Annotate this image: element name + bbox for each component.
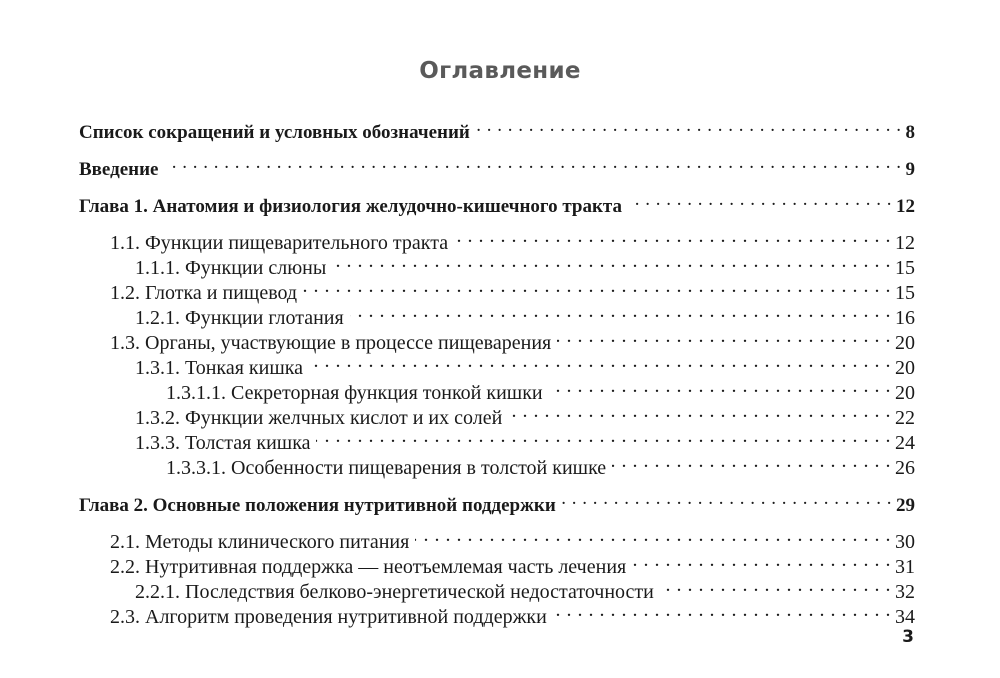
dot-leader [415, 523, 891, 548]
dot-leader [553, 598, 891, 623]
dot-leader [562, 486, 892, 511]
page-number: 3 [902, 627, 914, 647]
dot-leader [557, 324, 891, 349]
toc-entry-text: 1.3.1.1. Секреторная функция тонкой кишки [166, 381, 549, 406]
toc-entry-text: 1.1. Функции пищеварительного тракта [110, 231, 454, 256]
toc-title: Оглавление [419, 58, 581, 84]
toc-entry-introduction[interactable] [79, 150, 915, 180]
dot-leader [628, 187, 892, 212]
toc-entry-text: 1.2. Глотка и пищевод [110, 281, 303, 306]
dot-leader [316, 424, 891, 449]
dot-leader [508, 399, 891, 424]
toc-entry-text: 1.3.2. Функции желчных кислот и их солей [135, 406, 508, 431]
toc-entry-text: 2.1. Методы клинического питания [110, 530, 415, 555]
toc-entry-page: 30 [891, 530, 915, 555]
toc-entry-text: 1.3.3. Толстая кишка [135, 431, 316, 456]
toc-entry-page: 16 [891, 306, 915, 331]
dot-leader [612, 449, 891, 474]
toc-entry-1-3-1-1[interactable] [79, 374, 915, 404]
dot-leader [454, 224, 891, 249]
toc-entry-1-3-2[interactable] [79, 399, 915, 429]
toc-entry-page: 12 [892, 194, 915, 219]
toc-entry-text: 2.2.1. Последствия белково-энергетической недостаточности [135, 580, 660, 605]
toc-entry-1-1[interactable] [79, 224, 915, 254]
toc-entry-1-3[interactable] [79, 324, 915, 354]
toc-entry-1-2[interactable] [79, 274, 915, 304]
toc-entry-page: 8 [902, 120, 916, 145]
toc-entry-2-3[interactable] [79, 598, 915, 628]
toc-entry-text: Глава 1. Анатомия и физиология желудочно-кишечного тракта [79, 194, 628, 219]
dot-leader [309, 349, 891, 374]
toc-entry-1-3-3[interactable] [79, 424, 915, 454]
toc-entry-text: 1.2.1. Функции глотания [135, 306, 350, 331]
toc-entry-page: 32 [891, 580, 915, 605]
toc-entry-1-3-1[interactable] [79, 349, 915, 379]
toc-entry-text: 1.1.1. Функции слюны [135, 256, 332, 281]
dot-leader [332, 249, 891, 274]
toc-entry-page: 12 [891, 231, 915, 256]
dot-leader [350, 299, 891, 324]
toc-entry-text: Введение [79, 157, 165, 182]
toc-entry-abbreviations[interactable] [79, 113, 915, 143]
toc-entry-page: 34 [891, 605, 915, 630]
toc-entry-text: 1.3.3.1. Особенности пищеварения в толстой кишке [166, 456, 612, 481]
toc-entry-text: Список сокращений и условных обозначений [79, 120, 476, 145]
toc-entry-page: 20 [891, 356, 915, 381]
toc-entry-page: 22 [891, 406, 915, 431]
dot-leader [303, 274, 891, 299]
dot-leader [660, 573, 891, 598]
toc-entry-text: 2.3. Алгоритм проведения нутритивной поддержки [110, 605, 553, 630]
toc-entry-1-3-3-1[interactable] [79, 449, 915, 479]
toc-entry-page: 29 [892, 493, 915, 518]
toc-entry-chapter-2[interactable] [79, 486, 915, 516]
toc-entry-text: Глава 2. Основные положения нутритивной поддержки [79, 493, 562, 518]
toc-entry-2-2[interactable] [79, 548, 915, 578]
toc-entry-1-2-1[interactable] [79, 299, 915, 329]
toc-entry-page: 15 [891, 281, 915, 306]
toc-entry-2-1[interactable] [79, 523, 915, 553]
dot-leader [476, 113, 902, 138]
toc-entry-1-1-1[interactable] [79, 249, 915, 279]
dot-leader [632, 548, 891, 573]
toc-entry-text: 1.3. Органы, участвующие в процессе пищеварения [110, 331, 557, 356]
toc-entry-page: 26 [891, 456, 915, 481]
toc-entry-text: 2.2. Нутритивная поддержка — неотъемлемая часть лечения [110, 555, 632, 580]
table-of-contents [79, 113, 915, 628]
toc-entry-page: 31 [891, 555, 915, 580]
toc-entry-page: 9 [902, 157, 916, 182]
toc-entry-page: 20 [891, 331, 915, 356]
toc-entry-page: 24 [891, 431, 915, 456]
toc-entry-page: 15 [891, 256, 915, 281]
toc-entry-2-2-1[interactable] [79, 573, 915, 603]
toc-entry-page: 20 [891, 381, 915, 406]
dot-leader [549, 374, 891, 399]
dot-leader [165, 150, 902, 175]
toc-entry-text: 1.3.1. Тонкая кишка [135, 356, 309, 381]
toc-entry-chapter-1[interactable] [79, 187, 915, 217]
